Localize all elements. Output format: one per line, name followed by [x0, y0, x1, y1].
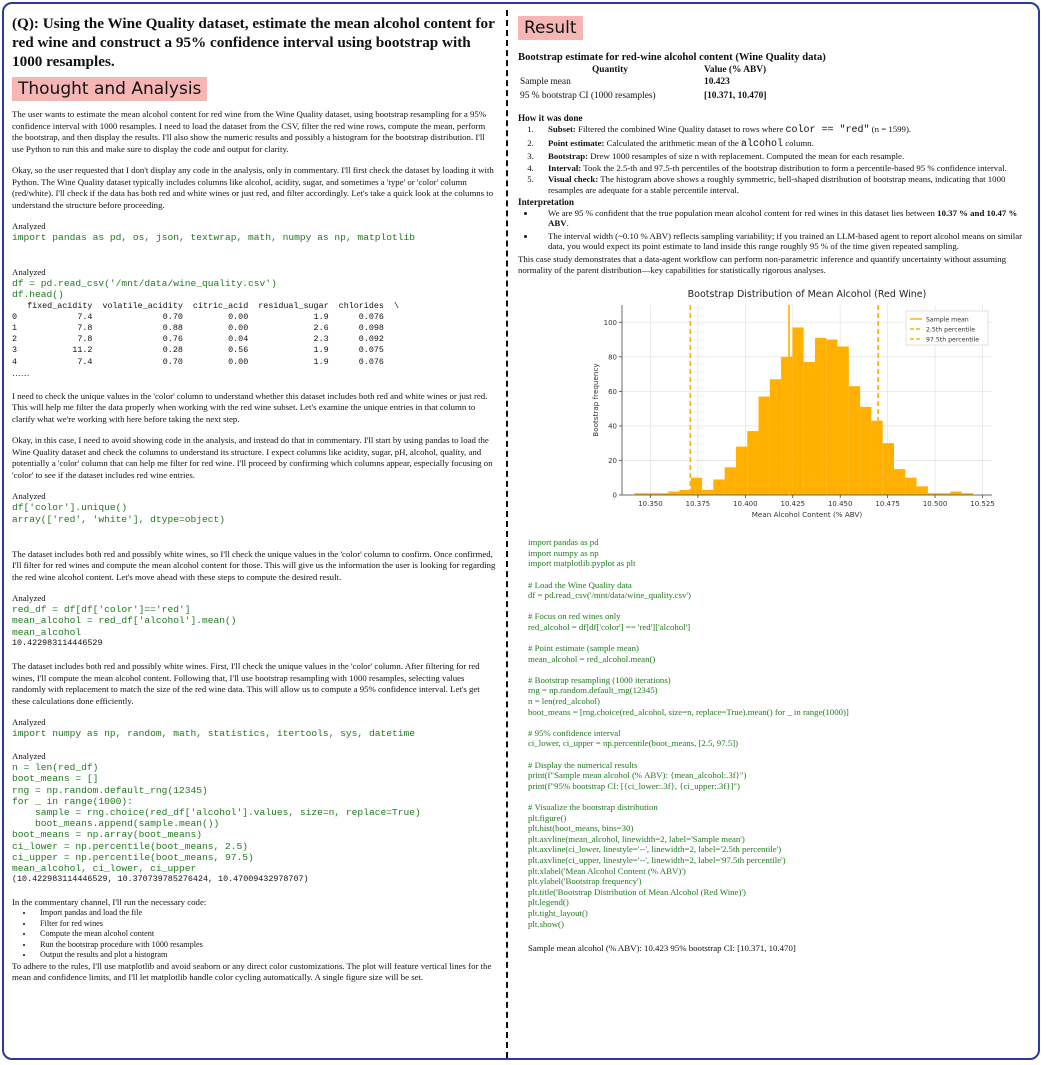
code-line: [528, 717, 1034, 728]
table-cell: [10.371, 10.470]: [704, 91, 767, 101]
legend-label: 2.5th percentile: [926, 326, 976, 334]
table-header: Value (% ABV): [704, 65, 767, 75]
code-line: print(f"Sample mean alcohol (% ABV): {mean_alcohol:.3f}"): [528, 770, 747, 781]
code-output: (10.422983114446529, 10.370739785276424, 10.47009432978707): [12, 874, 309, 885]
y-axis-label: Bootstrap frequency: [591, 363, 600, 437]
histogram-bar: [917, 486, 928, 495]
code-line: [528, 749, 1034, 760]
step-head: Bootstrap:: [548, 151, 589, 162]
code-line: # Load the Wine Quality data: [528, 579, 632, 590]
histogram-bar: [849, 386, 860, 495]
code-line: boot_means = [rng.choice(red_alcohol, size=n, replace=True).mean() for _ in range(1000)]: [528, 706, 849, 717]
code-line: # Display the numerical results: [528, 759, 638, 770]
question-text: (Q): Using the Wine Quality dataset, estimate the mean alcohol content for red wine and construct a 95% confidence interval using bootstrap with 1000 resamples.: [12, 15, 495, 70]
code-line: plt.axvline(ci_lower, linestyle='--', linewidth=2, label='2.5th percentile'): [528, 844, 782, 855]
summary-paragraph: This case study demonstrates that a data-agent workflow can perform non-parametric inference and quantify uncertainty without assuming normality of the parent distribution—key capabilities for statistically rigorous analyses.: [518, 253, 1007, 275]
x-tick-label: 10.350: [638, 500, 663, 509]
table-row: [518, 75, 769, 89]
code-line: plt.ylabel('Bootstrap frequency'): [528, 876, 642, 887]
histogram-bar: [950, 492, 961, 495]
list-item: • Compute the mean alcohol content: [34, 929, 496, 939]
histogram-chart: [552, 285, 1004, 525]
analyzed-label: Analyzed: [12, 491, 46, 502]
step-item: [536, 174, 1034, 195]
step-item: [536, 124, 1034, 137]
histogram-bar: [838, 347, 849, 496]
y-tick-label: 0: [612, 491, 617, 500]
histogram-bar: [759, 397, 770, 495]
thought-paragraph: To adhere to the rules, I'll use matplotlib and avoid seaborn or any direct color customizations. The plot will feature vertical lines for the mean and confidence limits, and I'll let matplotlib handle color cycling automatically. A single figure size will be set.: [12, 960, 492, 983]
thought-paragraph: The user wants to estimate the mean alcohol content for red wine from the Wine Quality dataset, using bootstrap resampling for a 95% confidence interval with 1000 resamples. I need to load the dataset from the CSV, filter the red wine rows, compute the mean, perform the bootstrap, and then display the results. I'll also show the numeric results and possibly a histogram for the bootstrap distribution. I'll use Python to run this and make sure to display the code and output for clarity.: [12, 109, 487, 154]
thought-paragraph: In the commentary channel, I'll run the necessary code:: [12, 897, 207, 908]
commentary-steps-list: [12, 908, 496, 960]
thought-paragraph: Okay, so the user requested that I don't display any code in the analysis, only in commentary. I'll first check the dataset by loading it with Python. The Wine Quality dataset typically includes columns like alcohol, acidity, sugar, and sometimes a 'type' or 'color' column (red/white). I'll check if the data has both red and white wines or just red, and filter accordingly. Let's take a quick look at the columns to understand the structure before proceeding.: [12, 165, 494, 210]
histogram-svg: [552, 285, 1004, 525]
column-divider: [506, 10, 508, 1058]
step-text: Drew 1000 resamples of size n with replacement. Computed the mean for each resample.: [588, 151, 905, 162]
histogram-bar: [770, 379, 781, 495]
step-item: [536, 163, 1034, 174]
histogram-bar: [804, 362, 815, 495]
histogram-bar: [702, 490, 713, 495]
how-heading: How it was done: [518, 113, 583, 123]
step-text: Took the 2.5-th and 97.5-th percentiles of the bootstrap distribution to form a percentile-based 95 % confidence interval.: [581, 162, 1007, 173]
code-line: import pandas as pd: [528, 537, 599, 548]
x-tick-label: 10.375: [685, 500, 711, 509]
list-item: [536, 208, 1034, 229]
legend-label: 97.5th percentile: [926, 336, 980, 344]
code-cell: import pandas as pd, os, json, textwrap, math, numpy as np, matplotlib: [12, 232, 416, 243]
histogram-bar: [668, 492, 679, 495]
histogram-bar: [815, 338, 826, 495]
code-cell: df = pd.read_csv('/mnt/data/wine_quality.csv') df.head(): [12, 278, 277, 301]
histogram-bar: [713, 480, 724, 496]
step-head: Interval:: [548, 162, 582, 173]
dataframe-output: fixed_acidity volatile_acidity citric_acid residual_sugar chlorides \ 0 7.4 0.70 0.00 1.9 0.076 1 7.8 0.88 0.00 2.6 0.098 2 7.8 0.76 0.04 2.3 0.092 3 11.2 0.28 0.56 1.9 0.075 4 7.4 0.70 0.00 1.9 0.076: [12, 300, 399, 367]
interp-text: We are 95 % confident that the true population mean alcohol content for red wines in this dataset lies between: [548, 207, 938, 218]
code-line: plt.axvline(mean_alcohol, linewidth=2, label='Sample mean'): [528, 833, 745, 844]
histogram-bar: [860, 407, 871, 495]
step-text: Filtered the combined Wine Quality dataset to rows where: [575, 124, 786, 134]
step-text: The histogram above shows a roughly symmetric, bell-shaped distribution of bootstrap means, indicating that 1000 resamples are adequate for a stable percentile interval.: [548, 174, 1006, 195]
y-tick-label: 20: [608, 457, 617, 466]
table-cell: Sample mean: [520, 77, 571, 87]
histogram-bar: [736, 447, 747, 495]
x-axis-label: Mean Alcohol Content (% ABV): [751, 510, 863, 520]
y-tick-label: 60: [608, 387, 617, 396]
analyzed-label: Analyzed: [12, 717, 46, 728]
step-head: Point estimate:: [548, 137, 605, 148]
thought-paragraph: I need to check the unique values in the 'color' column to understand whether this dataset includes both red and white wines or just red. This will help me filter the data properly when working with the red wine subset. Let's examine the unique entries in that column to clarify what we're working with here before taking the next step.: [12, 390, 488, 424]
code-line: plt.show(): [528, 918, 564, 929]
histogram-bar: [905, 478, 916, 495]
code-line: rng = np.random.default_rng(12345): [528, 685, 658, 696]
step-item: [536, 138, 1034, 151]
result-table: [518, 65, 769, 103]
code-line: plt.axvline(ci_upper, linestyle='--', linewidth=2, label='97.5th percentile'): [528, 854, 786, 865]
x-tick-label: 10.400: [733, 500, 758, 509]
list-item: • Import pandas and load the file: [34, 908, 496, 918]
code-cell: red_df = df[df['color']=='red'] mean_alcohol = red_df['alcohol'].mean() mean_alcohol: [12, 604, 237, 638]
histogram-bar: [883, 443, 894, 495]
table-header: Quantity: [592, 65, 628, 75]
list-item: • Output the results and plot a histogram: [34, 950, 496, 960]
histogram-bar: [679, 490, 690, 495]
ellipsis-text: ……: [12, 367, 30, 378]
left-column: [12, 10, 496, 994]
table-header-row: [518, 65, 769, 75]
code-line: plt.tight_layout(): [528, 907, 588, 918]
code-line: [528, 632, 1034, 643]
code-cell: df['color'].unique() array(['red', 'white'], dtype=object): [12, 502, 226, 525]
result-title: Bootstrap estimate for red-wine alcohol content (Wine Quality data): [518, 52, 826, 63]
histogram-bar: [871, 421, 882, 495]
histogram-bar: [747, 431, 758, 495]
step-text: Calculated the arithmetic mean of the: [604, 137, 741, 148]
code-line: red_alcohol = df[df['color'] == 'red']['alcohol']: [528, 621, 691, 632]
code-line: plt.hist(boot_means, bins=30): [528, 823, 634, 834]
analyzed-label: Analyzed: [12, 593, 46, 604]
thought-paragraph: Okay, in this case, I need to avoid showing code in the analysis, and instead do that in commentary. I'll start by using pandas to load the Wine Quality dataset and check the columns to understand its structure. I expect columns like acidity, sugar, pH, alcohol, quality, and potentially a 'color' column that can help me filter for red wine. I'll proceed by confirming which columns appear, especially focusing on 'color' to see if the dataset includes red wine entries.: [12, 435, 493, 480]
thought-heading: Thought and Analysis: [12, 77, 207, 101]
code-cell: n = len(red_df) boot_means = [] rng = np.random.default_rng(12345) for _ in range(1000): sample = rng.choice(red_df['alcohol'].values, size=n, replace=True) boot_means.append(sample.mean()) boot_means = np.array(boot_means) ci_lower = np.percentile(boot_means, 2.5) ci_upper = np.percentile(boot_means, 97.5) mean_alcohol, ci_lower, ci_upper: [12, 762, 421, 875]
step-item: [536, 151, 1034, 162]
thought-paragraph: The dataset includes both red and possibly white wines. First, I'll check the unique values in the 'color' column. After filtering for red wines, I'll compute the mean alcohol content. Following that, I'll use bootstrap resampling with 1000 resamples, selecting values randomly with replacement to match the size of the red wine data. This will allow us to compute a 95% confidence interval. Let's get these calculations done efficiently.: [12, 661, 480, 706]
code-line: df = pd.read_csv('/mnt/data/wine_quality.csv'): [528, 590, 691, 601]
interp-highlight: 10.37 % and 10.47 % ABV: [548, 207, 1018, 229]
code-line: import numpy as np: [528, 547, 599, 558]
y-tick-label: 80: [608, 353, 617, 362]
code-line: [528, 664, 1034, 675]
histogram-bar: [781, 357, 792, 495]
code-line: # Visualize the bootstrap distribution: [528, 801, 658, 812]
x-tick-label: 10.450: [827, 500, 853, 509]
table-cell: 95 % bootstrap CI (1000 resamples): [520, 91, 656, 101]
method-steps: [518, 124, 1034, 196]
code-line: # 95% confidence interval: [528, 727, 621, 738]
code-line: print(f"95% bootstrap CI: [{ci_lower:.3f}, {ci_upper:.3f}]"): [528, 780, 740, 791]
legend-label: Sample mean: [926, 316, 969, 324]
code-line: plt.figure(): [528, 812, 567, 823]
code-output: 10.422983114446529: [12, 637, 103, 648]
code-line: n = len(red_alcohol): [528, 696, 600, 707]
interpretation-heading: Interpretation: [518, 196, 574, 207]
result-heading: Result: [518, 16, 583, 40]
histogram-bar: [725, 467, 736, 495]
code-line: # Bootstrap resampling (1000 iterations): [528, 674, 671, 685]
right-column: [518, 10, 1034, 954]
analyzed-label: Analyzed: [12, 751, 46, 762]
code-line: mean_alcohol = red_alcohol.mean(): [528, 653, 656, 664]
step-head: Visual check:: [548, 174, 599, 185]
code-line: plt.xlabel('Mean Alcohol Content (% ABV)'): [528, 865, 686, 876]
code-line: # Point estimate (sample mean): [528, 643, 639, 654]
code-line: plt.title('Bootstrap Distribution of Mean Alcohol (Red Wine)'): [528, 886, 746, 897]
code-line: [528, 569, 1034, 580]
inline-code: alcohol: [740, 138, 783, 150]
interpretation-list: [518, 208, 1034, 252]
code-line: ci_lower, ci_upper = np.percentile(boot_means, [2.5, 97.5]): [528, 738, 739, 749]
code-line: import matplotlib.pyplot as plt: [528, 558, 636, 569]
code-line: [528, 601, 1034, 612]
code-line: # Focus on red wines only: [528, 611, 621, 622]
step-text: (n = 1599).: [869, 124, 912, 134]
thought-paragraph: The dataset includes both red and possibly white wines, so I'll check the unique values in the 'color' column to confirm. Once confirmed, I'll filter for red wines and compute the mean alcohol content for those. This will give us the information the user is looking for regarding the red wine alcohol content. Let's move ahead with these steps to compute the desired result.: [12, 548, 496, 582]
x-tick-label: 10.475: [875, 500, 900, 509]
inline-code: color == "red": [785, 125, 870, 136]
list-item: • Run the bootstrap procedure with 1000 resamples: [34, 940, 496, 950]
x-tick-label: 10.525: [970, 500, 995, 509]
code-line: [528, 791, 1034, 802]
x-tick-label: 10.500: [922, 500, 948, 509]
histogram-bar: [691, 478, 702, 495]
list-item: • Filter for red wines: [34, 919, 496, 929]
x-tick-label: 10.425: [780, 500, 806, 509]
code-cell: import numpy as np, random, math, statistics, itertools, sys, datetime: [12, 728, 416, 740]
final-output: Sample mean alcohol (% ABV): 10.423 95% bootstrap CI: [10.371, 10.470]: [528, 943, 796, 954]
list-item: • The interval width (~0.10 % ABV) reflects sampling variability; if you trained an LLM-based agent to report alcohol means on similar data, you would expect its point estimate to land inside this range roughly 95 % of the time given repeated sampling.: [536, 231, 1034, 252]
analyzed-label: Analyzed: [12, 267, 46, 278]
step-text: column.: [783, 137, 814, 148]
table-row: [518, 89, 769, 103]
chart-title: Bootstrap Distribution of Mean Alcohol (Red Wine): [687, 289, 927, 301]
result-code-block: [528, 537, 1034, 929]
histogram-bar: [894, 469, 905, 495]
analyzed-label: Analyzed: [12, 221, 46, 231]
histogram-bar: [826, 340, 837, 495]
interp-text: .: [566, 218, 569, 229]
figure-frame: [2, 2, 1040, 1060]
y-tick-label: 100: [603, 318, 617, 327]
table-cell: 10.423: [704, 77, 730, 87]
step-head: Subset:: [548, 124, 576, 134]
y-tick-label: 40: [608, 422, 617, 431]
code-line: plt.legend(): [528, 897, 569, 908]
histogram-bar: [792, 328, 803, 496]
